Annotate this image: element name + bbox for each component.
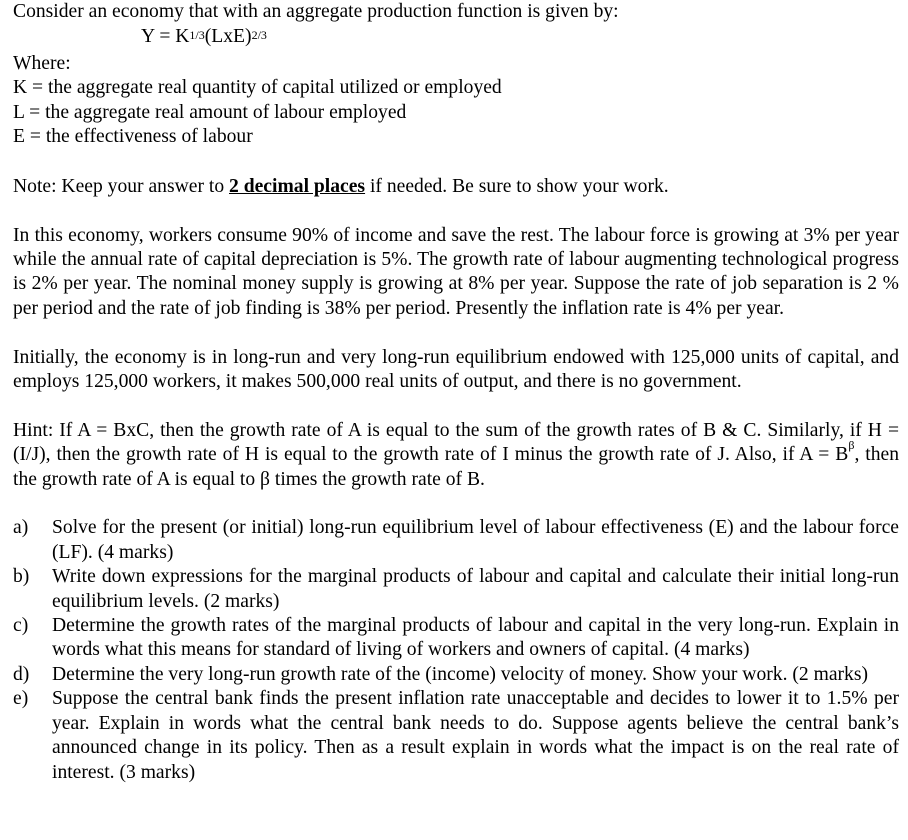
where-label: Where: <box>13 52 71 74</box>
formula-mid: (LxE) <box>204 26 252 48</box>
paragraph-initial-conditions: Initially, the economy is in long-run and very long-run equilibrium endowed with 125,000 units of capital, and employs 125,000 workers, it makes 500,000 real units of output, and there is no government. <box>13 346 899 393</box>
hint-text: Hint: If A = BxC, then the growth rate of A is equal to the sum of the growth rates of B & C. Similarly, if H = (I/J), then the growth rate of H is equal to the growth rate of I minus the growth rate of J. Also, if A = B <box>13 419 899 466</box>
question-a <box>13 516 899 565</box>
production-function <box>13 25 899 49</box>
hint-tail: , then the growth rate of A is equal to β times the growth rate of B. <box>13 444 899 490</box>
question-text: Determine the growth rates of the marginal products of labour and capital in the very long-run. Explain in words what this means for standard of living of workers and owners of capital. (4 marks) <box>52 615 899 661</box>
question-label: a) <box>13 517 29 539</box>
question-e <box>13 687 899 785</box>
hint-paragraph <box>13 419 899 492</box>
question-label: b) <box>13 566 30 588</box>
question-text: Determine the very long-run growth rate of the (income) velocity of money. Show your work. (2 marks) <box>52 663 868 685</box>
document <box>13 0 899 785</box>
question-label: c) <box>13 615 29 637</box>
formula-exponent-capital: 1/3 <box>189 28 205 43</box>
hint-exponent: β <box>848 437 855 452</box>
question-text: Write down expressions for the marginal products of labour and capital and calculate their initial long-run equilibrium levels. (2 marks) <box>52 566 899 612</box>
definition-k: K = the aggregate real quantity of capital utilized or employed <box>13 77 502 99</box>
note-after: if needed. Be sure to show your work. <box>365 175 669 197</box>
intro-text: Consider an economy that with an aggregate production function is given by: <box>13 1 619 22</box>
formula-lhs: Y = K <box>141 26 190 48</box>
question-c <box>13 614 899 663</box>
definition-l: L = the aggregate real amount of labour employed <box>13 101 407 123</box>
question-d <box>13 663 899 687</box>
question-b <box>13 565 899 614</box>
paragraph-economy-parameters: In this economy, workers consume 90% of income and save the rest. The labour force is growing at 3% per year while the annual rate of capital depreciation is 5%. The growth rate of labour augmenting technological progress is 2% per year. The nominal money supply is growing at 8% per year. Suppose the rate of job separation is 2 % per period and the rate of job finding is 38% per period. Presently the inflation rate is 4% per year. <box>13 224 899 319</box>
formula-exponent-labour: 2/3 <box>251 28 267 43</box>
note-before: Note: Keep your answer to <box>13 175 230 197</box>
definition-e: E = the effectiveness of labour <box>13 126 253 148</box>
question-label: d) <box>13 663 30 685</box>
question-text: Suppose the central bank finds the present inflation rate unacceptable and decides to lower it to 1.5% per year. Explain in words what the central bank needs to do. Suppose agents believe the central bank’s announced change in its policy. Then as a result explain in words what the impact is on the real rate of interest. (3 marks) <box>52 688 899 783</box>
question-text: Solve for the present (or initial) long-run equilibrium level of labour effectiveness (E) and the labour force (LF). (4 marks) <box>52 517 899 563</box>
question-label: e) <box>13 688 29 710</box>
note <box>13 175 899 199</box>
note-emphasis: 2 decimal places <box>229 175 366 197</box>
